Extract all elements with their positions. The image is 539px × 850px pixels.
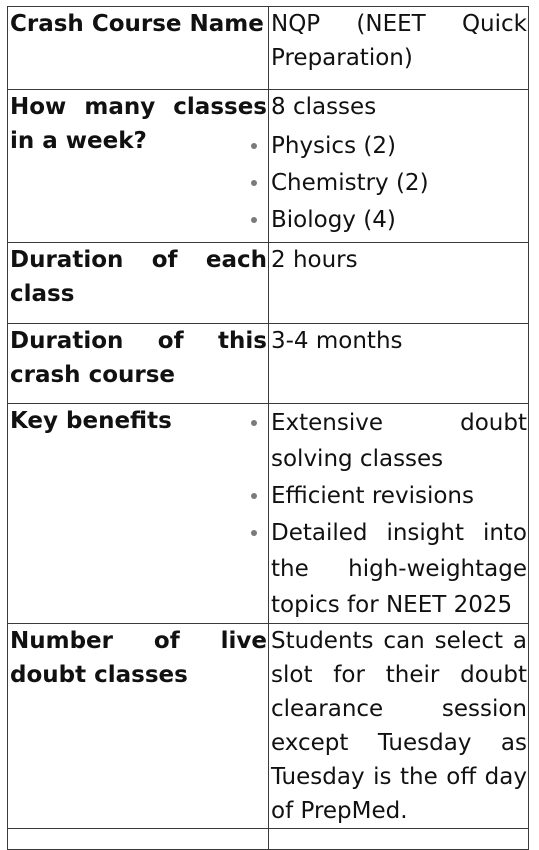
list-item-text: Biology (4) (271, 207, 396, 233)
row-label (8, 829, 269, 850)
bullet-dot-icon (251, 217, 257, 223)
list-item-text: Efficient revisions (271, 483, 474, 509)
table-row (8, 324, 529, 404)
row-value (269, 404, 529, 624)
course-info-table (7, 6, 529, 850)
list-item (271, 405, 527, 477)
table-row (8, 7, 529, 90)
row-label: Key benefits (8, 404, 269, 624)
table-row (8, 829, 529, 850)
row-value (269, 90, 529, 243)
table-row (8, 243, 529, 324)
row-label: Duration of this crash course (8, 324, 269, 404)
table-row (8, 624, 529, 829)
row-value (269, 7, 529, 90)
row-value (269, 324, 529, 404)
list-item-text: Chemistry (2) (271, 170, 429, 196)
row-value (269, 829, 529, 850)
value-text: NQP (NEET Quick Preparation) (271, 11, 527, 71)
value-text: 2 hours (271, 247, 358, 273)
subject-list (271, 128, 527, 238)
table-row (8, 404, 529, 624)
row-label: Number of live doubt classes (8, 624, 269, 829)
bullet-dot-icon (251, 530, 257, 536)
bullet-dot-icon (251, 143, 257, 149)
row-label: Duration of each class (8, 243, 269, 324)
benefits-list (271, 405, 527, 623)
list-item (271, 128, 527, 164)
list-item (271, 202, 527, 238)
value-text: 3-4 months (271, 328, 403, 354)
list-item-text: Physics (2) (271, 133, 396, 159)
table-row (8, 90, 529, 243)
list-item-text: Extensive doubt solving classes (271, 410, 527, 472)
row-label: How many classes in a week? (8, 90, 269, 243)
list-item (271, 165, 527, 201)
row-value (269, 624, 529, 829)
bullet-dot-icon (251, 420, 257, 426)
list-item (271, 478, 527, 514)
bullet-dot-icon (251, 180, 257, 186)
list-item (271, 515, 527, 623)
value-text: 8 classes (271, 94, 377, 120)
bullet-dot-icon (251, 493, 257, 499)
row-label: Crash Course Name (8, 7, 269, 90)
row-value (269, 243, 529, 324)
list-item-text: Detailed insight into the high-weightage topics for NEET 2025 (271, 520, 527, 618)
value-text: Students can select a slot for their doubt clearance session except Tuesday as Tuesday is the off day of PrepMed. (271, 628, 527, 824)
